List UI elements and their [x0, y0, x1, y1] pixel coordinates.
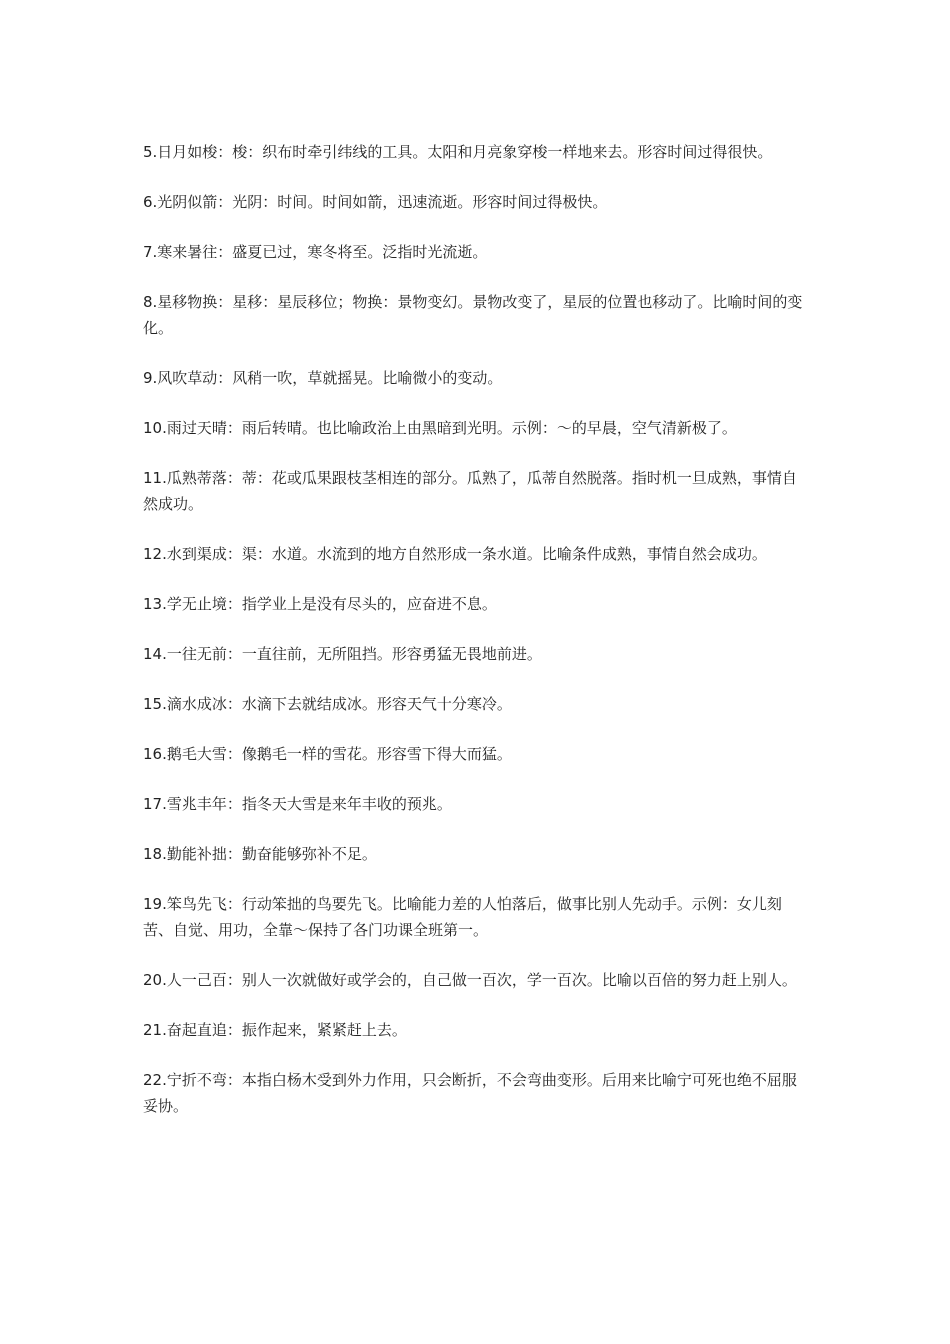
- idiom-entry: 17.雪兆丰年：指冬天大雪是来年丰收的预兆。: [143, 795, 452, 813]
- idiom-list: [143, 139, 811, 1143]
- idiom-entry: 16.鹅毛大雪：像鹅毛一样的雪花。形容雪下得大而猛。: [143, 745, 512, 763]
- idiom-entry: 7.寒来暑往：盛夏已过，寒冬将至。泛指时光流逝。: [143, 243, 488, 261]
- idiom-entry: 10.雨过天晴：雨后转晴。也比喻政治上由黑暗到光明。示例：～的早晨，空气清新极了。: [143, 419, 737, 437]
- idiom-entry: 9.风吹草动：风稍一吹，草就摇晃。比喻微小的变动。: [143, 369, 503, 387]
- idiom-entry: 11.瓜熟蒂落：蒂：花或瓜果跟枝茎相连的部分。瓜熟了，瓜蒂自然脱落。指时机一旦成熟，事情自然成功。: [143, 469, 797, 513]
- idiom-entry: 19.笨鸟先飞：行动笨拙的鸟要先飞。比喻能力差的人怕落后，做事比别人先动手。示例：女儿刻苦、自觉、用功，全靠～保持了各门功课全班第一。: [143, 895, 782, 939]
- idiom-entry: 14.一往无前：一直往前，无所阻挡。形容勇猛无畏地前进。: [143, 645, 542, 663]
- idiom-entry: 18.勤能补拙：勤奋能够弥补不足。: [143, 845, 377, 863]
- idiom-entry: 6.光阴似箭：光阴：时间。时间如箭，迅速流逝。形容时间过得极快。: [143, 193, 608, 211]
- idiom-entry: 5.日月如梭：梭：织布时牵引纬线的工具。太阳和月亮象穿梭一样地来去。形容时间过得很快。: [143, 143, 773, 161]
- idiom-entry: 20.人一己百：别人一次就做好或学会的，自己做一百次，学一百次。比喻以百倍的努力赶上别人。: [143, 971, 797, 989]
- idiom-entry: 15.滴水成冰：水滴下去就结成冰。形容天气十分寒冷。: [143, 695, 512, 713]
- idiom-entry: 13.学无止境：指学业上是没有尽头的，应奋进不息。: [143, 595, 497, 613]
- idiom-entry: 12.水到渠成：渠：水道。水流到的地方自然形成一条水道。比喻条件成熟，事情自然会成功。: [143, 545, 767, 563]
- idiom-entry: 21.奋起直追：振作起来，紧紧赶上去。: [143, 1021, 407, 1039]
- idiom-entry: 8.星移物换：星移：星辰移位；物换：景物变幻。景物改变了，星辰的位置也移动了。比喻时间的变化。: [143, 293, 803, 337]
- idiom-entry: 22.宁折不弯：本指白杨木受到外力作用，只会断折，不会弯曲变形。后用来比喻宁可死也绝不屈服妥协。: [143, 1071, 797, 1115]
